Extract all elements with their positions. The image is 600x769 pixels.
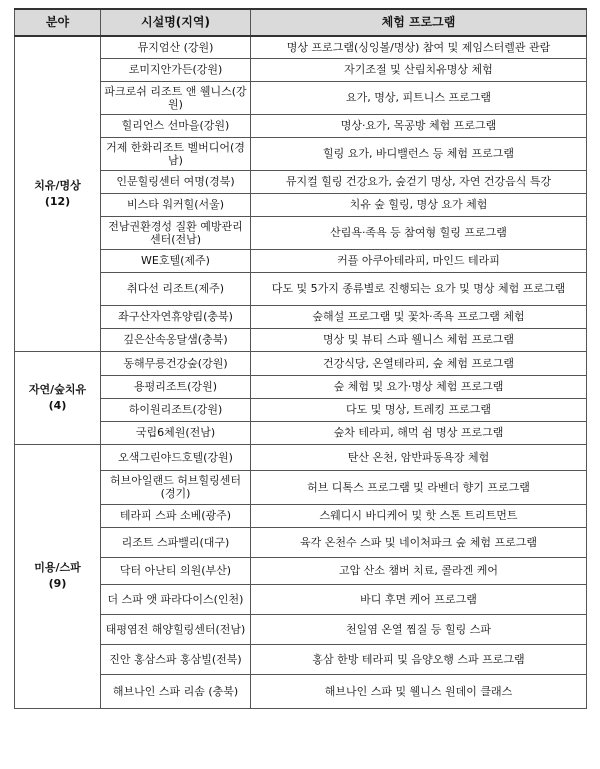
category-name: 치유/명상 (34, 178, 81, 192)
wellness-program-table (14, 8, 587, 709)
program-cell: 건강식당, 온열테라피, 숲 체험 프로그램 (251, 351, 587, 375)
header-category: 분야 (15, 9, 101, 36)
table-row (15, 249, 587, 272)
facility-cell: 진안 홍삼스파 홍삼빌(전북) (101, 644, 251, 674)
category-cell (15, 351, 101, 444)
table-row (15, 193, 587, 216)
table-row (15, 114, 587, 137)
header-facility: 시설명(지역) (101, 9, 251, 36)
table-row (15, 375, 587, 398)
facility-cell: 더 스파 앳 파라다이스(인천) (101, 584, 251, 614)
table-row (15, 398, 587, 421)
table-row (15, 421, 587, 444)
facility-cell: 파크로쉬 리조트 앤 웰니스(강원) (101, 81, 251, 114)
category-count: (9) (48, 577, 67, 590)
table-row (15, 444, 587, 470)
program-cell: 숲 체험 및 요가·명상 체험 프로그램 (251, 375, 587, 398)
program-cell: 산림욕·족욕 등 참여형 힐링 프로그램 (251, 216, 587, 249)
facility-cell: 거제 한화리조트 벨버디어(경남) (101, 137, 251, 170)
category-cell (15, 444, 101, 708)
program-cell: 명상·요가, 목공방 체험 프로그램 (251, 114, 587, 137)
table-body (15, 36, 587, 708)
table-row (15, 81, 587, 114)
table-row (15, 328, 587, 351)
table-row (15, 614, 587, 644)
program-cell: 다도 및 명상, 트레킹 프로그램 (251, 398, 587, 421)
program-cell: 해브나인 스파 및 웰니스 원데이 클래스 (251, 674, 587, 708)
program-cell: 명상 및 뷰티 스파 웰니스 체험 프로그램 (251, 328, 587, 351)
program-cell: 탄산 온천, 암반파동욕장 체험 (251, 444, 587, 470)
facility-cell: 뮤지엄산 (강원) (101, 36, 251, 58)
table-row (15, 470, 587, 504)
facility-cell: 비스타 워커힐(서울) (101, 193, 251, 216)
program-cell: 커플 아쿠아테라피, 마인드 테라피 (251, 249, 587, 272)
program-cell: 다도 및 5가지 종류별로 진행되는 요가 및 명상 체험 프로그램 (251, 272, 587, 305)
program-cell: 홍삼 한방 테라피 및 음양오행 스파 프로그램 (251, 644, 587, 674)
header-program: 체험 프로그램 (251, 9, 587, 36)
table-row (15, 137, 587, 170)
table-row (15, 584, 587, 614)
facility-cell: 용평리조트(강원) (101, 375, 251, 398)
table-row (15, 272, 587, 305)
category-count: (4) (48, 398, 67, 412)
category-cell (15, 36, 101, 351)
table-row (15, 674, 587, 708)
program-table-container (14, 8, 586, 709)
facility-cell: 로미지안가든(강원) (101, 58, 251, 81)
facility-cell: 전남권환경성 질환 예방관리센터(전남) (101, 216, 251, 249)
table-row (15, 557, 587, 584)
facility-cell: 힐리언스 선마을(강원) (101, 114, 251, 137)
program-cell: 자기조절 및 산림치유명상 체험 (251, 58, 587, 81)
program-cell: 바디 후면 케어 프로그램 (251, 584, 587, 614)
table-header-row (15, 9, 587, 36)
facility-cell: 하이원리조트(강원) (101, 398, 251, 421)
facility-cell: 테라피 스파 소베(광주) (101, 504, 251, 527)
table-row (15, 644, 587, 674)
facility-cell: 좌구산자연휴양림(충북) (101, 305, 251, 328)
facility-cell: WE호텔(제주) (101, 249, 251, 272)
facility-cell: 닥터 아난티 의원(부산) (101, 557, 251, 584)
program-cell: 명상 프로그램(싱잉볼/명상) 참여 및 제임스터렐관 관람 (251, 36, 587, 58)
program-cell: 치유 숲 힐링, 명상 요가 체험 (251, 193, 587, 216)
program-cell: 고압 산소 챔버 치료, 콜라겐 케어 (251, 557, 587, 584)
program-cell: 천일염 온열 찜질 등 힐링 스파 (251, 614, 587, 644)
table-row (15, 58, 587, 81)
table-row (15, 170, 587, 193)
table-row (15, 527, 587, 557)
program-cell: 숲차 테라피, 해먹 쉼 명상 프로그램 (251, 421, 587, 444)
category-name: 자연/숲치유 (28, 382, 87, 396)
table-row (15, 36, 587, 58)
facility-cell: 오색그린야드호텔(강원) (101, 444, 251, 470)
table-row (15, 305, 587, 328)
table-row (15, 504, 587, 527)
program-cell: 숲해설 프로그램 및 꽃차·족욕 프로그램 체험 (251, 305, 587, 328)
facility-cell: 허브아일랜드 허브힐링센터(경기) (101, 470, 251, 504)
program-cell: 육각 온천수 스파 및 네이처파크 숲 체험 프로그램 (251, 527, 587, 557)
facility-cell: 인문힐링센터 여명(경북) (101, 170, 251, 193)
facility-cell: 국립6체원(전남) (101, 421, 251, 444)
program-cell: 허브 디톡스 프로그램 및 라벤더 향기 프로그램 (251, 470, 587, 504)
category-count: (12) (44, 194, 71, 208)
category-name: 미용/스파 (34, 561, 81, 574)
program-cell: 요가, 명상, 피트니스 프로그램 (251, 81, 587, 114)
facility-cell: 태평염전 해양힐링센터(전남) (101, 614, 251, 644)
program-cell: 뮤지컬 힐링 건강요가, 숲걷기 명상, 자연 건강음식 특강 (251, 170, 587, 193)
table-row (15, 351, 587, 375)
table-row (15, 216, 587, 249)
facility-cell: 동해무릉건강숲(강원) (101, 351, 251, 375)
facility-cell: 깊은산속옹달샘(충북) (101, 328, 251, 351)
program-cell: 스웨디시 바디케어 및 핫 스톤 트리트먼트 (251, 504, 587, 527)
program-cell: 힐링 요가, 바디밸런스 등 체험 프로그램 (251, 137, 587, 170)
facility-cell: 취다선 리조트(제주) (101, 272, 251, 305)
facility-cell: 리조트 스파밸리(대구) (101, 527, 251, 557)
facility-cell: 해브나인 스파 리솜 (충북) (101, 674, 251, 708)
